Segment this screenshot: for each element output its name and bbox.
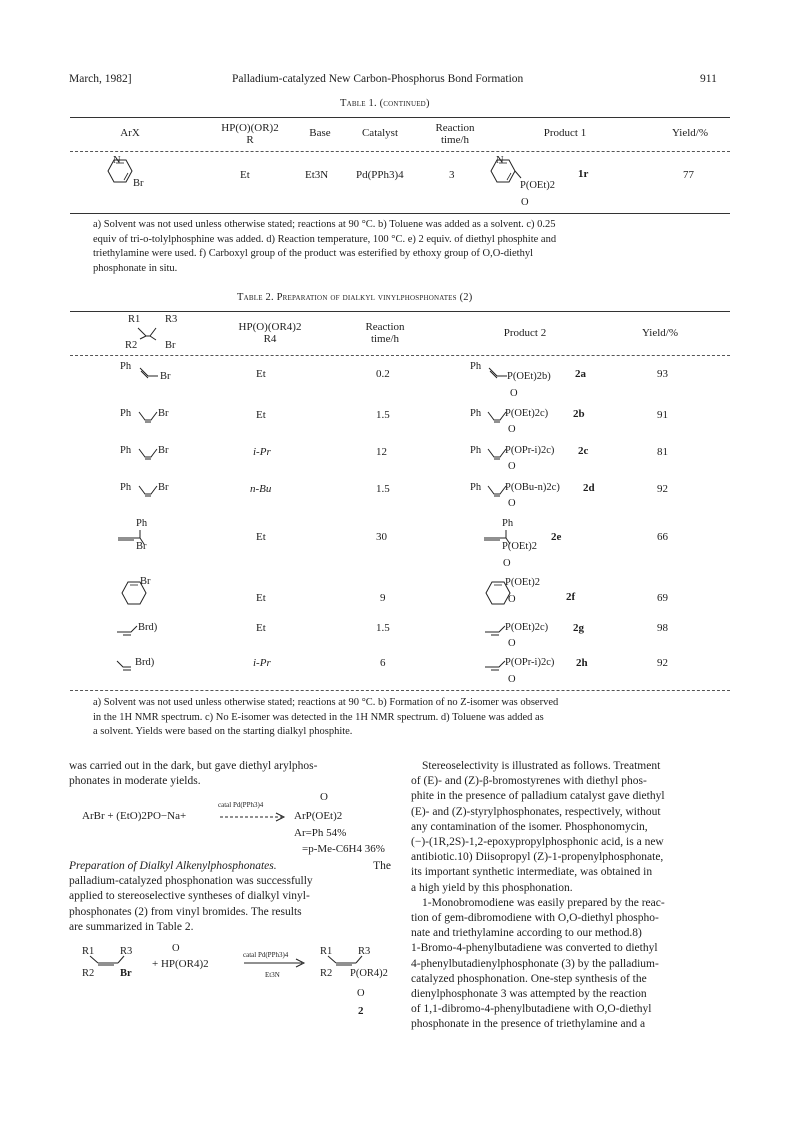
t1-row-base: Et3N [305, 169, 329, 181]
t2-sub-br: Br [136, 541, 147, 552]
t2-label: 2h [576, 657, 588, 669]
t1-note-line: a) Solvent was not used unless otherwise stated; reactions at 90 °C. b) Toluene was added as a solvent. c) 0.25 [93, 219, 556, 230]
t2-yield: 69 [657, 592, 668, 604]
t2-yield: 81 [657, 446, 668, 458]
text-line: 4-phenylbutadienylphosphonate (3) by the palladium- [411, 957, 659, 970]
t2-label: 2f [566, 591, 576, 603]
text-line: (−)-(1R,2S)-1,2-epoxypropylphosphonic acid, is a new [411, 836, 664, 849]
t2-header-alkene [128, 322, 178, 344]
t1-col-time: time/h [440, 134, 470, 146]
t2-prod-p: P(OBu-n)2c) [505, 482, 560, 493]
t2-label: 2g [573, 622, 584, 634]
t2-sub-ph: Ph [120, 482, 132, 493]
t2-prod-o: O [510, 388, 518, 399]
right-paragraph-1 [411, 759, 733, 1033]
t2-prod-o: O [508, 674, 516, 685]
eq2-prod-r1: R1 [320, 946, 333, 957]
t2-yield: 92 [657, 483, 668, 495]
t1-col-base: Base [309, 127, 331, 139]
t2-prod-o: O [508, 498, 516, 509]
t2-col-r4: R4 [263, 333, 277, 345]
t2-note-line: a) Solvent was not used unless otherwise stated; reactions at 90 °C. b) Formation of no Z-isomer was observed [93, 697, 559, 708]
t1-product-n: N [496, 155, 504, 166]
left-paragraph-1 [69, 759, 391, 789]
eq1-yield-tolyl: =p-Me-C6H4 36% [302, 843, 385, 855]
text-line [69, 859, 391, 874]
t2-sub-ph: Ph [136, 518, 148, 529]
eq1-rhs: ArP(OEt)2 [294, 810, 343, 822]
eq2-base: Et3N [265, 971, 280, 979]
t2-prod-o: O [508, 424, 516, 435]
t1-note-line: equiv of tri-o-tolylphosphine was added. d) Reaction temperature, 100 °C. e) 2 equiv. of diethyl phosphite and [93, 233, 557, 245]
t2-note-line: in the 1H NMR spectrum. c) No E-isomer was detected in the 1H NMR spectrum. d) Toluene was added as [93, 711, 544, 723]
table2-caption: Table 2. Preparation of dialkyl vinylphosphonates (2) [237, 292, 473, 303]
text-line: tion of gem-dibromodiene with O,O-diethyl phospho- [411, 912, 659, 925]
table1-header-rule [70, 151, 730, 152]
t2-sub-br: Brd) [138, 622, 158, 633]
eq1-arrow [218, 812, 288, 822]
t2-header-r2: R2 [125, 340, 138, 351]
t2-prod-p: P(OEt)2 [505, 577, 540, 588]
eq1-catalyst: catal Pd(PPh3)4 [218, 801, 264, 809]
t2-prod-o: O [508, 638, 516, 649]
t2-r4: i-Pr [253, 657, 271, 669]
t2-label: 2c [578, 445, 589, 457]
eq2-r3: R3 [120, 946, 133, 957]
t2-sub-ph: Ph [120, 361, 132, 372]
t1-arx-br: Br [133, 178, 144, 189]
eq2-br: Br [120, 968, 132, 979]
table2-bottom-rule [70, 690, 730, 691]
t2-r4: i-Pr [253, 446, 271, 458]
text-line: (E)- and (Z)-styrylphosphonates, respectively, without [411, 805, 661, 818]
table2-header-rule [70, 355, 730, 356]
page-number: 911 [700, 73, 717, 85]
t2-time: 0.2 [376, 368, 390, 380]
text-line: are summarized in Table 2. [69, 920, 194, 933]
text-line: its important synthetic intermediate, was obtained in [411, 866, 653, 879]
t1-col-r: R [246, 134, 254, 146]
t2-yield: 93 [657, 368, 668, 380]
eq2-catalyst: catal Pd(PPh3)4 [243, 951, 289, 959]
t2-sub-br: Br [158, 482, 169, 493]
t2-header-br: Br [165, 340, 176, 351]
t2-prod-p: P(OEt)2 [502, 541, 537, 552]
t2-col-reaction: Reaction [365, 321, 405, 333]
text-line: catalyzed phosphonation. One-step synthesis of the [411, 972, 647, 985]
t1-note-line: phosphonate in situ. [93, 262, 178, 274]
t1-col-arx: ArX [120, 127, 140, 139]
t1-row-r: Et [240, 169, 250, 181]
t2-time: 6 [380, 657, 386, 669]
t2-prod-ph: Ph [470, 408, 482, 419]
t1-col-reagent: HP(O)(OR)2 [221, 122, 279, 134]
eq2-arrow [242, 958, 308, 968]
text-line: phosphonate in the presence of triethylamine and a [411, 1018, 646, 1031]
text-line: of 1,1-dibromo-4-phenylbutadiene with O,O-diethyl [411, 1003, 652, 1016]
t2-r4: Et [256, 531, 266, 543]
t1-col-catalyst: Catalyst [361, 127, 399, 139]
text-line: phonates in moderate yields. [69, 775, 201, 788]
t2-label: 2d [583, 482, 595, 494]
t2-r4: Et [256, 592, 266, 604]
t1-row-catalyst: Pd(PPh3)4 [356, 169, 404, 181]
t2-yield: 98 [657, 622, 668, 634]
t2-note-line: a solvent. Yields were based on the starting dialkyl phosphite. [93, 726, 353, 737]
text-line: of (E)- and (Z)-β-bromostyrenes with diethyl phos- [411, 775, 647, 788]
table1-footnotes [93, 218, 713, 276]
eq1-yield-ph: Ar=Ph 54% [294, 827, 347, 839]
eq2-r1: R1 [82, 946, 95, 957]
t2-r4: Et [256, 622, 266, 634]
t2-yield: 66 [657, 531, 668, 543]
t2-r4: n-Bu [250, 483, 272, 495]
t2-time: 1.5 [376, 622, 390, 634]
t2-prod-p: P(OPr-i)2c) [505, 657, 555, 668]
t1-row-time: 3 [449, 169, 455, 181]
table2-footnotes [93, 696, 713, 740]
eq1-lhs: ArBr + (EtO)2PO−Na+ [82, 810, 187, 822]
t1-product-group: P(OEt)2 [520, 180, 555, 191]
t2-yield: 91 [657, 409, 668, 421]
t2-r4: Et [256, 409, 266, 421]
t1-arx-n: N [113, 155, 121, 166]
eq2-reagent: + HP(OR4)2 [152, 958, 209, 970]
eq2-reagent-o: O [172, 943, 180, 954]
t2-col-product: Product 2 [503, 327, 547, 339]
text-line: phosphonates (2) from vinyl bromides. The results [69, 905, 302, 918]
t2-sub-br: Br [160, 371, 171, 382]
t2-prod-p: P(OEt)2c) [505, 408, 549, 419]
section-heading: Preparation of Dialkyl Alkenylphosphonates. [69, 860, 277, 872]
t1-note-line: triethylamine were used. f) Carboxyl group of the product was esterified by ethoxy group of O,O-diethyl [93, 248, 534, 259]
t2-sub-br: Brd) [135, 657, 155, 668]
eq2-prod-r3: R3 [358, 946, 371, 957]
running-date: March, 1982] [69, 73, 132, 85]
t2-prod-p: P(OEt)2b) [507, 371, 551, 382]
t1-col-product: Product 1 [543, 127, 587, 139]
text-line: was carried out in the dark, but gave diethyl arylphos- [69, 760, 318, 772]
t2-yield: 92 [657, 657, 668, 669]
t2-sub-ph: Ph [120, 408, 132, 419]
text-line: 1-Bromo-4-phenylbutadiene was converted to diethyl [411, 942, 658, 955]
t2-prod-ph: Ph [470, 482, 482, 493]
table2-top-rule [70, 311, 730, 312]
t2-time: 12 [376, 446, 387, 458]
t2-sub-br: Br [140, 576, 151, 587]
table1-bottom-rule [70, 213, 730, 214]
t2-prod-ph: Ph [470, 361, 482, 372]
t2-time: 1.5 [376, 483, 390, 495]
t2-sub-br: Br [158, 445, 169, 456]
t2-label: 2a [575, 368, 586, 380]
eq2-prod-o: O [357, 988, 365, 999]
t1-product-o: O [521, 197, 529, 208]
t1-row-yield: 77 [683, 169, 694, 181]
t2-prod-ph: Ph [502, 518, 514, 529]
t1-product-label: 1r [578, 168, 589, 180]
t2-time: 30 [376, 531, 387, 543]
t2-col-yield: Yield/% [641, 327, 679, 339]
t2-prod-ph: Ph [470, 445, 482, 456]
t2-col-reagent: HP(O)(OR4)2 [238, 321, 302, 333]
eq2-compound-label: 2 [358, 1005, 364, 1017]
text-line: applied to stereoselective syntheses of dialkyl vinyl- [69, 890, 310, 903]
eq2-prod-r2: R2 [320, 968, 333, 979]
text-line: antibiotic.10) Diisopropyl (Z)-1-propenylphosphonate, [411, 851, 664, 864]
t2-sub-br: Br [158, 408, 169, 419]
eq2-r2: R2 [82, 968, 95, 979]
t2-prod-o: O [508, 461, 516, 472]
t2-time: 9 [380, 592, 386, 604]
t1-col-yield: Yield/% [671, 127, 709, 139]
t2-header-r1: R1 [128, 314, 141, 325]
left-paragraph-2 [69, 859, 391, 935]
eq1-o: O [320, 791, 328, 803]
text-line: dienylphosphonate 3 was attempted by the reaction [411, 988, 647, 1001]
t2-prod-p: P(OPr-i)2c) [505, 445, 555, 456]
text-line: palladium-catalyzed phosphonation was successfully [69, 875, 313, 888]
t2-r4: Et [256, 368, 266, 380]
text-line: 1-Monobromodiene was easily prepared by the reac- [422, 896, 665, 909]
eq2-prod-p: P(OR4)2 [350, 968, 388, 979]
text-line: any contamination of the isomer. Phosphonomycin, [411, 820, 648, 833]
t1-col-reaction: Reaction [435, 122, 475, 134]
text-line: nate and triethylamine according to our method.8) [411, 927, 642, 940]
table1-top-rule [70, 117, 730, 118]
text-line: Stereoselectivity is illustrated as follows. Treatment [422, 760, 661, 772]
t2-sub-ph: Ph [120, 445, 132, 456]
t2-time: 1.5 [376, 409, 390, 421]
text-line: phite in the presence of palladium catalyst gave diethyl [411, 790, 665, 803]
t2-header-r3: R3 [165, 314, 178, 325]
text-line: a high yield by this phosphonation. [411, 881, 573, 894]
t2-prod-p: P(OEt)2c) [505, 622, 549, 633]
t2-col-time: time/h [370, 333, 400, 345]
t2-prod-o: O [503, 558, 511, 569]
table1-caption: Table 1. (continued) [340, 98, 430, 109]
t2-label: 2b [573, 408, 585, 420]
t2-label: 2e [551, 531, 562, 543]
t2-prod-o: O [508, 594, 516, 605]
text-fragment: The [373, 860, 391, 872]
running-title: Palladium-catalyzed New Carbon-Phosphorus Bond Formation [232, 73, 524, 85]
